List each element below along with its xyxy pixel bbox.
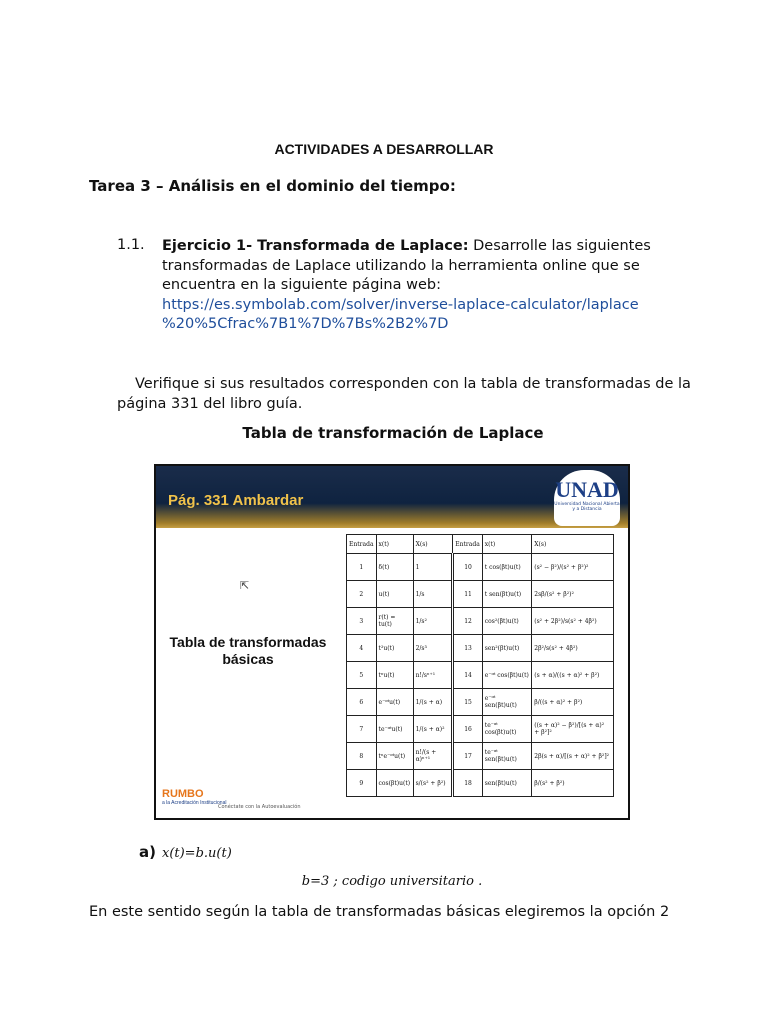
table-cell: 8: [347, 743, 377, 770]
exercise-number: 1.1.: [117, 237, 145, 253]
table-cell: tⁿu(t): [376, 662, 413, 689]
table-cell: (s² − β²)/(s² + β²)²: [532, 554, 614, 581]
page-title: ACTIVIDADES A DESARROLLAR: [274, 141, 494, 157]
slide-header-title: Pág. 331 Ambardar: [168, 492, 304, 509]
table-title: Tabla de transformación de Laplace: [242, 424, 544, 442]
rumbo-logo: [162, 788, 226, 806]
part-a-label: a): [139, 843, 156, 861]
table-cell: sen(βt)u(t): [482, 770, 531, 797]
exercise-heading: Ejercicio 1- Transformada de Laplace:: [162, 238, 469, 254]
slide-left-title-line-2: básicas: [222, 651, 274, 667]
link-line-1: https://es.symbolab.com/solver/inverse-laplace-calculator/laplace: [162, 296, 639, 313]
transform-table-header: [347, 535, 614, 554]
table-cell: (s² + 2β²)/s(s² + 4β²): [532, 608, 614, 635]
table-cell: t sen(βt)u(t): [482, 581, 531, 608]
table-cell: tⁿe⁻ᵅᵗu(t): [376, 743, 413, 770]
rumbo-logo-title: RUMBO: [162, 788, 204, 800]
table-cell: te⁻ᵅᵗ cos(βt)u(t): [482, 716, 531, 743]
table-cell: 16: [453, 716, 483, 743]
header-xt: x(t): [376, 535, 413, 554]
autoevaluacion-logo: Conéctate con la Autoevaluación: [218, 804, 301, 810]
table-cell: t cos(βt)u(t): [482, 554, 531, 581]
table-cell: r(t) = tu(t): [376, 608, 413, 635]
table-row: [347, 662, 614, 689]
table-cell: 1/s²: [413, 608, 453, 635]
table-cell: 1/s: [413, 581, 453, 608]
table-row: [347, 743, 614, 770]
table-cell: 1: [347, 554, 377, 581]
header-xs: X(s): [413, 535, 453, 554]
table-row: [347, 635, 614, 662]
unad-logo: [554, 470, 620, 526]
table-cell: 2sβ/(s² + β²)²: [532, 581, 614, 608]
table-cell: 11: [453, 581, 483, 608]
table-cell: 17: [453, 743, 483, 770]
part-a: [139, 843, 232, 861]
table-cell: cos(βt)u(t): [376, 770, 413, 797]
slide-left-title: [158, 634, 338, 668]
table-cell: te⁻ᵅᵗ sen(βt)u(t): [482, 743, 531, 770]
symbolab-link[interactable]: [162, 296, 692, 335]
unad-logo-subtitle: Universidad Nacional Abierta y a Distancia: [554, 502, 620, 512]
table-row: [347, 689, 614, 716]
table-cell: e⁻ᵅᵗu(t): [376, 689, 413, 716]
table-cell: t²u(t): [376, 635, 413, 662]
exercise-description: Desarrolle las siguientes transformadas de Laplace utilizando la herramienta online que se encuentra en la siguiente página web:: [162, 238, 651, 293]
table-cell: 18: [453, 770, 483, 797]
table-cell: u(t): [376, 581, 413, 608]
transform-table-body: [347, 554, 614, 797]
table-cell: e⁻ᵅᵗ cos(βt)u(t): [482, 662, 531, 689]
table-cell: 2β²/s(s² + 4β²): [532, 635, 614, 662]
table-cell: n!/(s + α)ⁿ⁺¹: [413, 743, 453, 770]
table-cell: ((s + α)² − β²)/[(s + α)² + β²]²: [532, 716, 614, 743]
cursor-icon: ⇱: [240, 579, 250, 592]
header-entrada: Entrada: [347, 535, 377, 554]
slide-header: [156, 466, 628, 528]
table-cell: 2/s³: [413, 635, 453, 662]
table-cell: e⁻ᵅᵗ sen(βt)u(t): [482, 689, 531, 716]
table-row: [347, 608, 614, 635]
table-cell: 1/(s + α)²: [413, 716, 453, 743]
slide-left-title-line-1: Tabla de transformadas: [169, 634, 327, 650]
table-row: [347, 554, 614, 581]
table-cell: 9: [347, 770, 377, 797]
table-cell: β/(s² + β²): [532, 770, 614, 797]
table-cell: 6: [347, 689, 377, 716]
table-cell: 13: [453, 635, 483, 662]
verify-paragraph: Verifique si sus resultados corresponden con la tabla de transformadas de la página 331 del libro guía.: [117, 376, 691, 412]
table-cell: β/((s + α)² + β²): [532, 689, 614, 716]
header-entrada-2: Entrada: [453, 535, 483, 554]
header-xs-2: X(s): [532, 535, 614, 554]
table-cell: te⁻ᵅᵗu(t): [376, 716, 413, 743]
table-row: [347, 581, 614, 608]
table-row: [347, 716, 614, 743]
rumbo-logo-subtitle: a la Acreditación Institucional: [162, 800, 227, 806]
laplace-table-image: [154, 464, 630, 820]
table-cell: (s + α)/((s + α)² + β²): [532, 662, 614, 689]
table-cell: 1: [413, 554, 453, 581]
b-value: b=3 ; codigo universitario .: [301, 874, 483, 889]
table-cell: cos²(βt)u(t): [482, 608, 531, 635]
table-cell: 15: [453, 689, 483, 716]
table-cell: 7: [347, 716, 377, 743]
table-cell: 10: [453, 554, 483, 581]
table-cell: sen²(βt)u(t): [482, 635, 531, 662]
table-cell: s/(s² + β²): [413, 770, 453, 797]
table-cell: 3: [347, 608, 377, 635]
exercise-text: [162, 237, 692, 335]
task-heading: Tarea 3 – Análisis en el dominio del tiempo:: [89, 177, 456, 195]
table-cell: 5: [347, 662, 377, 689]
table-cell: 2: [347, 581, 377, 608]
header-xt-2: x(t): [482, 535, 531, 554]
table-cell: 4: [347, 635, 377, 662]
link-line-2: %20%5Cfrac%7B1%7D%7Bs%2B2%7D: [162, 316, 449, 332]
table-row: [347, 770, 614, 797]
transform-table: [346, 534, 614, 797]
unad-logo-word: UNAD: [555, 477, 619, 502]
table-cell: 12: [453, 608, 483, 635]
table-cell: 1/(s + α): [413, 689, 453, 716]
conclusion-text: En este sentido según la tabla de transformadas básicas elegiremos la opción 2: [89, 904, 670, 920]
table-cell: δ(t): [376, 554, 413, 581]
table-cell: n!/sⁿ⁺¹: [413, 662, 453, 689]
table-cell: 14: [453, 662, 483, 689]
part-a-formula: x(t)=b.u(t): [161, 846, 232, 861]
table-cell: 2β(s + α)/[(s + α)² + β²]²: [532, 743, 614, 770]
